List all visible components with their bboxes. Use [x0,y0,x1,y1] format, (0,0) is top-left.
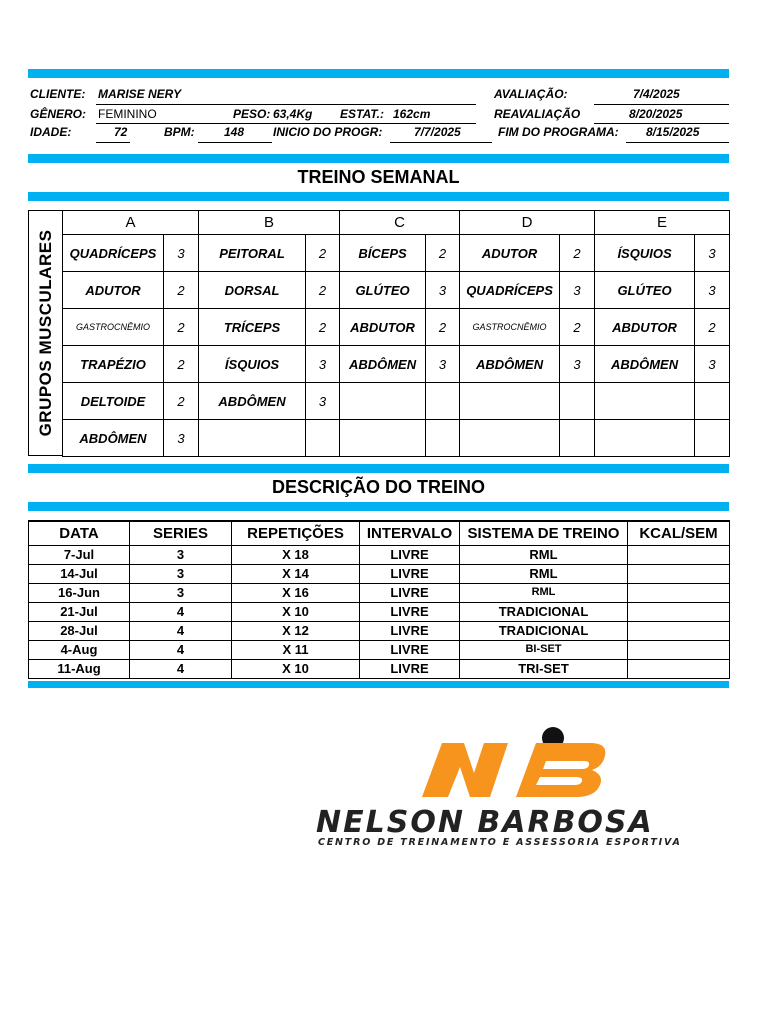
cell-data: 16-Jun [29,583,130,602]
muscle-sets-cell: 3 [426,346,460,383]
muscle-sets-cell [695,383,730,420]
muscle-sets-cell: 3 [695,235,730,272]
col-header-kcal: KCAL/SEM [628,521,730,545]
muscle-name-cell: ABDUTOR [340,309,426,346]
description-row [29,659,730,678]
muscle-name-cell [460,420,560,457]
cell-series: 4 [130,621,232,640]
muscle-name-cell: DORSAL [199,272,306,309]
cell-sistema: TRADICIONAL [460,602,628,621]
muscle-sets-cell: 3 [306,383,340,420]
fim-underline [626,142,729,143]
col-header-intervalo: INTERVALO [360,521,460,545]
idade-label: IDADE: [30,125,72,139]
day-header-row [63,211,730,235]
muscle-name-cell: ABDÔMEN [595,346,695,383]
muscle-sets-cell [560,383,595,420]
description-title-bar [28,502,729,511]
muscle-sets-cell: 2 [164,272,199,309]
day-header: A [63,211,199,235]
muscle-sets-cell: 2 [164,383,199,420]
description-row [29,583,730,602]
muscle-row [63,346,730,383]
cell-intervalo: LIVRE [360,545,460,564]
muscle-sets-cell: 2 [306,309,340,346]
muscle-sets-cell: 3 [695,272,730,309]
reavaliacao-label: REAVALIAÇÃO [494,107,581,121]
muscle-name-cell: DELTOIDE [63,383,164,420]
inicio-label: INICIO DO PROGR: [273,125,383,139]
muscle-name-cell: ABDUTOR [595,309,695,346]
cell-repeticoes: X 11 [232,640,360,659]
muscle-name-cell [199,420,306,457]
weekly-title: TREINO SEMANAL [297,167,460,187]
muscle-name-cell: GASTROCNÊMIO [63,309,164,346]
muscle-name-cell: ABDÔMEN [199,383,306,420]
idade-underline [96,142,130,143]
muscle-name-cell: TRÍCEPS [199,309,306,346]
avaliacao-value: 7/4/2025 [633,87,680,101]
cell-kcal [628,564,730,583]
description-row [29,564,730,583]
muscle-name-cell: BÍCEPS [340,235,426,272]
bpm-value: 148 [224,125,245,139]
muscle-sets-cell: 3 [560,272,595,309]
genero-label: GÊNERO: [30,107,87,121]
weekly-muscle-table [28,210,729,456]
cell-kcal [628,621,730,640]
weekly-title-bar [28,192,729,201]
cliente-value: MARISE NERY [98,87,182,101]
muscle-name-cell: ADUTOR [63,272,164,309]
muscle-name-cell [340,383,426,420]
header-divider-bar [28,154,729,163]
peso-value: 63,4Kg [273,107,313,121]
cell-data: 7-Jul [29,545,130,564]
cell-kcal [628,602,730,621]
muscle-sets-cell: 2 [164,309,199,346]
cell-intervalo: LIVRE [360,583,460,602]
cell-repeticoes: X 16 [232,583,360,602]
muscle-name-cell: ÍSQUIOS [595,235,695,272]
muscle-name-cell: ABDÔMEN [460,346,560,383]
cell-series: 4 [130,640,232,659]
col-header-sistema: SISTEMA DE TREINO [460,521,628,545]
bpm-underline [198,142,272,143]
col-header-data: DATA [29,521,130,545]
cell-sistema: RML [460,564,628,583]
cell-repeticoes: X 18 [232,545,360,564]
genero-value: FEMININO [98,107,157,121]
muscle-row [63,383,730,420]
muscle-sets-cell [426,383,460,420]
muscle-row [63,272,730,309]
muscle-name-cell: ÍSQUIOS [199,346,306,383]
workout-description-table [28,520,730,679]
muscle-sets-cell: 3 [560,346,595,383]
day-header: D [460,211,595,235]
cell-intervalo: LIVRE [360,659,460,678]
muscle-name-cell [460,383,560,420]
muscle-name-cell: ABDÔMEN [63,420,164,457]
reavaliacao-value: 8/20/2025 [629,107,683,121]
inicio-value: 7/7/2025 [414,125,461,139]
col-header-repeticoes: REPETIÇÕES [232,521,360,545]
estat-value: 162cm [393,107,431,121]
cell-repeticoes: X 12 [232,621,360,640]
muscle-name-cell [595,383,695,420]
muscle-sets-cell: 2 [426,309,460,346]
cell-sistema: TRADICIONAL [460,621,628,640]
muscle-name-cell: GASTROCNÊMIO [460,309,560,346]
muscle-name-cell: ABDÔMEN [340,346,426,383]
muscle-name-cell: QUADRÍCEPS [63,235,164,272]
cell-kcal [628,640,730,659]
muscle-sets-cell: 2 [560,309,595,346]
day-header: B [199,211,340,235]
muscle-grid [62,210,730,457]
cell-series: 3 [130,545,232,564]
avaliacao-underline [594,104,729,105]
muscle-name-cell: PEITORAL [199,235,306,272]
weekly-bottom-bar [28,464,729,473]
muscle-name-cell: ADUTOR [460,235,560,272]
muscle-sets-cell: 3 [306,346,340,383]
cell-series: 3 [130,564,232,583]
muscle-sets-cell [306,420,340,457]
muscle-sets-cell: 3 [695,346,730,383]
cell-sistema: TRI-SET [460,659,628,678]
cell-intervalo: LIVRE [360,564,460,583]
description-row [29,621,730,640]
description-row [29,640,730,659]
cell-sistema: BI-SET [460,640,628,659]
muscle-sets-cell: 3 [164,420,199,457]
description-row [29,545,730,564]
cell-intervalo: LIVRE [360,621,460,640]
cell-intervalo: LIVRE [360,640,460,659]
cell-sistema: RML [460,545,628,564]
nelson-barbosa-logo [312,725,712,855]
muscle-groups-side-label [28,210,62,456]
muscle-sets-cell [560,420,595,457]
peso-label: PESO: [233,107,271,121]
muscle-row [63,309,730,346]
estat-label: ESTAT.: [340,107,384,121]
bpm-label: BPM: [164,125,195,139]
cell-repeticoes: X 10 [232,602,360,621]
cliente-label: CLIENTE: [30,87,86,101]
muscle-sets-cell: 2 [695,309,730,346]
cell-repeticoes: X 10 [232,659,360,678]
day-header: E [595,211,730,235]
muscle-row [63,420,730,457]
cell-data: 21-Jul [29,602,130,621]
muscle-name-cell: TRAPÉZIO [63,346,164,383]
muscle-sets-cell: 3 [164,235,199,272]
nb-monogram-icon [412,725,712,805]
cell-kcal [628,545,730,564]
muscle-sets-cell: 2 [306,272,340,309]
muscle-sets-cell: 2 [560,235,595,272]
muscle-sets-cell: 3 [426,272,460,309]
muscle-sets-cell [695,420,730,457]
muscle-sets-cell: 2 [164,346,199,383]
muscle-name-cell: QUADRÍCEPS [460,272,560,309]
muscle-name-cell [595,420,695,457]
cliente-underline [96,104,476,105]
muscle-sets-cell: 2 [306,235,340,272]
muscle-name-cell: GLÚTEO [595,272,695,309]
col-header-series: SERIES [130,521,232,545]
inicio-underline [390,142,492,143]
muscle-row [63,235,730,272]
cell-kcal [628,659,730,678]
cell-data: 28-Jul [29,621,130,640]
cell-sistema: RML [460,583,628,602]
top-accent-bar [28,69,729,78]
day-header: C [340,211,460,235]
description-row [29,602,730,621]
side-label-text: GRUPOS MUSCULARES [35,229,55,437]
cell-series: 4 [130,659,232,678]
cell-repeticoes: X 14 [232,564,360,583]
cell-data: 14-Jul [29,564,130,583]
description-bottom-bar [28,681,729,688]
cell-series: 3 [130,583,232,602]
cell-data: 4-Aug [29,640,130,659]
fim-value: 8/15/2025 [646,125,700,139]
logo-name: NELSON BARBOSA [316,805,654,840]
description-header-row [29,521,730,545]
fim-label: FIM DO PROGRAMA: [498,125,619,139]
avaliacao-label: AVALIAÇÃO: [494,87,568,101]
cell-kcal [628,583,730,602]
cell-data: 11-Aug [29,659,130,678]
muscle-sets-cell [426,420,460,457]
muscle-sets-cell: 2 [426,235,460,272]
cell-series: 4 [130,602,232,621]
muscle-name-cell [340,420,426,457]
muscle-name-cell: GLÚTEO [340,272,426,309]
cell-intervalo: LIVRE [360,602,460,621]
logo-tagline: CENTRO DE TREINAMENTO E ASSESSORIA ESPORTIVA [318,837,682,848]
description-title: DESCRIÇÃO DO TREINO [271,477,485,497]
idade-value: 72 [114,125,128,139]
